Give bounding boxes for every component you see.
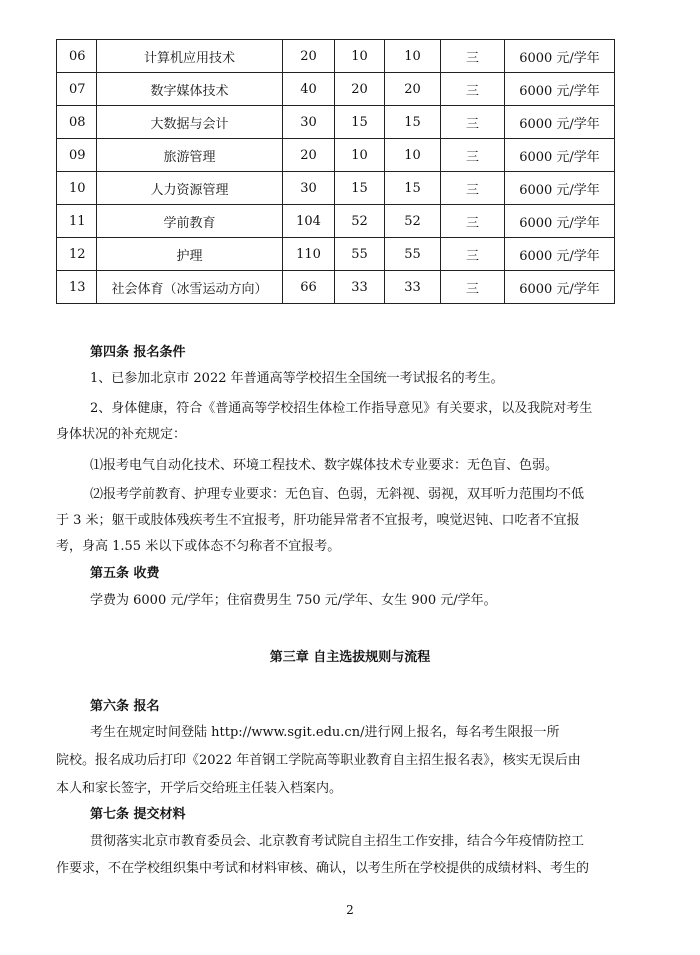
article-7-heading: 第七条 提交材料 [90,807,186,822]
cell-no: 11 [57,205,97,238]
article-6-line-2: 院校。报名成功后打印《2022 年首钢工学院高等职业教育自主招生报名表》，核实无误后由 [56,753,581,768]
table-row [57,172,615,205]
major-table [56,39,615,304]
table-row [57,238,615,271]
article-7-line-1: 贯彻落实北京市教育委员会、北京教育考试院自主招生工作安排，结合今年疫情防控工 [90,834,585,849]
cell-total: 110 [283,238,335,271]
cell-years: 三 [441,139,505,172]
cell-a: 15 [335,172,385,205]
cell-years: 三 [441,271,505,304]
cell-b: 52 [385,205,441,238]
article-5-text: 学费为 6000 元/学年；住宿费男生 750 元/学年、女生 900 元/学年。 [90,593,497,608]
table-row [57,139,615,172]
article-4-heading: 第四条 报名条件 [90,345,186,360]
article-5-heading: 第五条 收费 [90,566,160,581]
cell-no: 06 [57,40,97,73]
table-row [57,205,615,238]
table-row [57,73,615,106]
article-6-heading: 第六条 报名 [90,699,160,714]
cell-no: 10 [57,172,97,205]
cell-a: 10 [335,139,385,172]
cell-no: 13 [57,271,97,304]
cell-a: 55 [335,238,385,271]
cell-b: 20 [385,73,441,106]
article-4-item-2-2b: 于 3 米；躯干或肢体残疾考生不宜报考，肝功能异常者不宜报考，嗅觉迟钝、口吃者不宜报 [56,513,580,528]
article-4-item-2-2a: ⑵报考学前教育、护理专业要求：无色盲、色弱，无斜视、弱视，双耳听力范围均不低 [90,487,585,502]
cell-name: 人力资源管理 [97,172,283,205]
cell-a: 10 [335,40,385,73]
table-row [57,40,615,73]
cell-fee: 6000 元/学年 [505,139,615,172]
cell-fee: 6000 元/学年 [505,172,615,205]
article-7-line-2: 作要求，不在学校组织集中考试和材料审核、确认，以考生所在学校提供的成绩材料、考生的 [56,861,590,876]
article-6-line-1: 考生在规定时间登陆 http://www.sgit.edu.cn/进行网上报名，每名考生限报一所 [90,725,560,740]
cell-no: 08 [57,106,97,139]
cell-name: 社会体育（冰雪运动方向） [97,271,283,304]
cell-fee: 6000 元/学年 [505,271,615,304]
cell-name: 计算机应用技术 [97,40,283,73]
cell-fee: 6000 元/学年 [505,40,615,73]
cell-total: 20 [283,139,335,172]
cell-years: 三 [441,172,505,205]
cell-total: 30 [283,106,335,139]
cell-years: 三 [441,106,505,139]
cell-fee: 6000 元/学年 [505,73,615,106]
cell-name: 大数据与会计 [97,106,283,139]
cell-total: 20 [283,40,335,73]
cell-no: 09 [57,139,97,172]
cell-a: 15 [335,106,385,139]
cell-no: 07 [57,73,97,106]
cell-years: 三 [441,205,505,238]
cell-b: 33 [385,271,441,304]
cell-years: 三 [441,238,505,271]
cell-total: 30 [283,172,335,205]
cell-total: 104 [283,205,335,238]
page-number: 2 [346,903,354,917]
chapter-3-title: 第三章 自主选拔规则与流程 [269,650,431,665]
article-4-item-1: 1、已参加北京市 2022 年普通高等学校招生全国统一考试报名的考生。 [90,371,504,386]
cell-b: 10 [385,40,441,73]
cell-years: 三 [441,73,505,106]
article-4-item-2a: 2、身体健康，符合《普通高等学校招生体检工作指导意见》有关要求，以及我院对考生 [90,401,593,416]
article-4-item-2b: 身体状况的补充规定： [56,427,187,442]
article-4-item-2-2c: 考，身高 1.55 米以下或体态不匀称者不宜报考。 [56,539,341,554]
cell-b: 10 [385,139,441,172]
cell-a: 33 [335,271,385,304]
cell-fee: 6000 元/学年 [505,106,615,139]
cell-fee: 6000 元/学年 [505,238,615,271]
cell-b: 15 [385,106,441,139]
cell-name: 旅游管理 [97,139,283,172]
cell-name: 学前教育 [97,205,283,238]
article-4-item-2-1: ⑴报考电气自动化技术、环境工程技术、数字媒体技术专业要求：无色盲、色弱。 [90,458,559,473]
table-row [57,271,615,304]
cell-years: 三 [441,40,505,73]
article-6-line-3: 本人和家长签字，开学后交给班主任装入档案内。 [56,781,343,796]
cell-total: 66 [283,271,335,304]
cell-total: 40 [283,73,335,106]
cell-no: 12 [57,238,97,271]
cell-a: 20 [335,73,385,106]
cell-b: 15 [385,172,441,205]
cell-fee: 6000 元/学年 [505,205,615,238]
cell-name: 数字媒体技术 [97,73,283,106]
cell-name: 护理 [97,238,283,271]
cell-b: 55 [385,238,441,271]
cell-a: 52 [335,205,385,238]
table-row [57,106,615,139]
